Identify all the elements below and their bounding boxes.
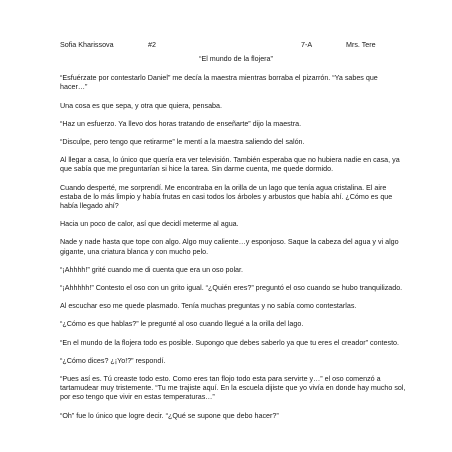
paragraph: “En el mundo de la flojera todo es posible. Supongo que debes saberlo ya que tu eres el creador” contesto. bbox=[60, 338, 400, 347]
paragraph: Una cosa es que sepa, y otra que quiera, pensaba. bbox=[60, 101, 222, 110]
paragraph: Al llegar a casa, lo único que quería era ver televisión. También esperaba que no hubiera nadie en casa, ya que sabía que me preguntarían si hice la tarea. Sin darme cuenta, me quede dormido. bbox=[60, 156, 400, 174]
paragraph: “¡Ahhhh!” grité cuando me di cuenta que era un oso polar. bbox=[60, 265, 243, 274]
document-header bbox=[60, 41, 406, 53]
paragraph: “Disculpe, pero tengo que retirarme” le mentí a la maestra saliendo del salón. bbox=[60, 138, 305, 147]
paragraph: “Esfuérzate por contestarlo Daniel” me decía la maestra mientras borraba el pizarrón. “Ya sabes que hacer…” bbox=[60, 74, 378, 92]
paragraph: “Pues así es. Tú creaste todo esto. Como eres tan flojo todo esta para servirte y…” el oso comenzó a tartamudear muy tristemente. “Tu me trajiste aquí. En la escuela dijiste que yo vivía en donde hay mucho sol, por eso tengo que vivir en estas temperaturas…” bbox=[60, 375, 406, 402]
paragraph: Hacia un poco de calor, así que decidí meterme al agua. bbox=[60, 220, 239, 229]
class-group: 7-A bbox=[301, 41, 313, 49]
paragraph: Al escuchar eso me quede plasmado. Tenía muchas preguntas y no sabía como contestarlas. bbox=[60, 302, 357, 311]
paragraph: “¿Cómo es que hablas?” le pregunté al oso cuando llegué a la orilla del lago. bbox=[60, 320, 304, 329]
paragraph: Nade y nade hasta que tope con algo. Algo muy caliente…y esponjoso. Saque la cabeza del agua y vi algo gigante, una criatura blanca y con mucho pelo. bbox=[60, 238, 399, 256]
paragraph: “Haz un esfuerzo. Ya llevo dos horas tratando de enseñarte” dijo la maestra. bbox=[60, 119, 302, 128]
paragraph: “¡Ahhhhh!” Contesto el oso con un grito igual. “¿Quién eres?” preguntó el oso cuando se hubo tranquilizado. bbox=[60, 284, 403, 293]
student-number: #2 bbox=[148, 41, 156, 49]
paragraph: Cuando desperté, me sorprendí. Me encontraba en la orilla de un lago que tenía agua cristalina. El aire estaba de lo más limpio y había frutas en casi todos los árboles y arbustos que había ahí. ¿Cómo es que había llegado ahí? bbox=[60, 183, 393, 211]
teacher-name: Mrs. Tere bbox=[346, 41, 376, 49]
paragraph: “Oh” fue lo único que logre decir. “¿Qué se supone que debo hacer?” bbox=[60, 411, 279, 420]
story-title: “El mundo de la flojera” bbox=[199, 55, 273, 63]
paragraph: “¿Cómo dices? ¿¡Yo!?” respondí. bbox=[60, 356, 166, 365]
student-name: Sofia Kharissova bbox=[60, 41, 114, 49]
